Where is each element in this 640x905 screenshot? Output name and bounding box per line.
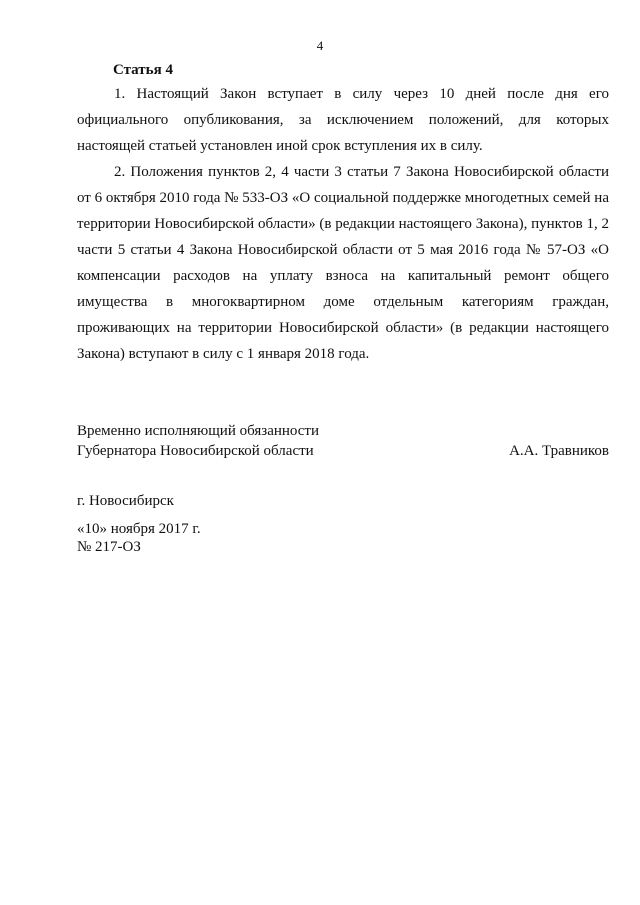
signature-block: [77, 421, 609, 461]
signatory-name: А.А. Травников: [509, 443, 609, 459]
law-number: № 217-ОЗ: [77, 539, 141, 555]
article-paragraph-1: 1. Настоящий Закон вступает в силу через 10 дней после дня его официального опубликования, за исключением положений, для которых настоящей статьей установлен иной срок вступления их в силу.: [77, 86, 609, 154]
signatory-position-line-2: Губернатора Новосибирской области: [77, 443, 314, 459]
document-footer: [77, 492, 201, 556]
law-date: «10» ноября 2017 г.: [77, 521, 201, 537]
signatory-position-line-1: Временно исполняющий обязанности: [77, 423, 320, 439]
city: г. Новосибирск: [77, 493, 174, 509]
article-paragraph-2: 2. Положения пунктов 2, 4 части 3 статьи 7 Закона Новосибирской области от 6 октября 2010 года № 533-ОЗ «О социальной поддержке многодетных семей на территории Новосибирской области» (в редакции настоящего Закона), пунктов 1, 2 части 5 статьи 4 Закона Новосибирской области от 5 мая 2016 года № 57-ОЗ «О компенсации расходов на уплату взноса на капитальный ремонт общего имущества в многоквартирном доме отдельным категориям граждан, проживающих на территории Новосибирской области» (в редакции настоящего Закона) вступают в силу с 1 января 2018 года.: [77, 164, 609, 362]
article-heading: Статья 4: [113, 62, 173, 78]
page-number: 4: [316, 38, 324, 53]
